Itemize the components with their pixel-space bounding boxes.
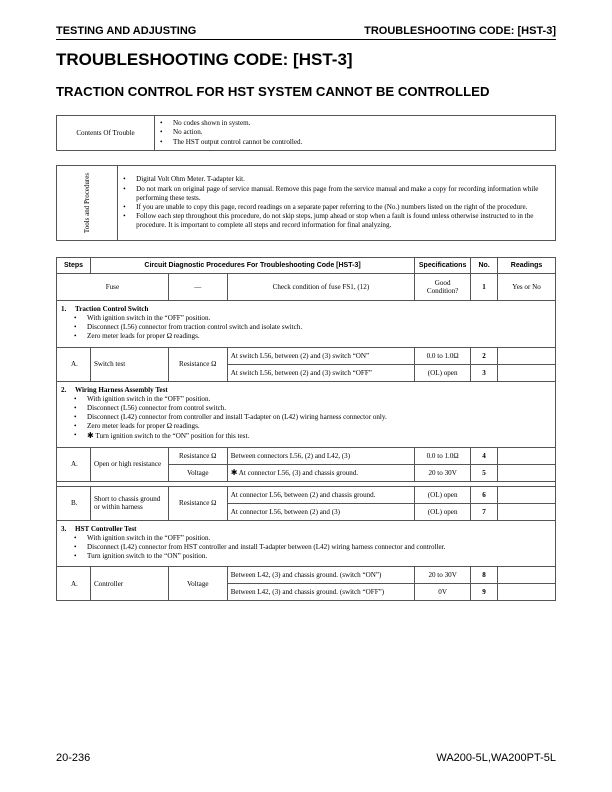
- list-item: [73, 431, 551, 441]
- tools-list: [122, 175, 551, 230]
- tools-label: Tools and Procedures: [83, 172, 92, 234]
- contents-of-trouble-box: [56, 115, 556, 151]
- model-name: WA200-5L,WA200PT-5L: [436, 752, 556, 764]
- table-row: [57, 567, 556, 584]
- test-type: Voltage: [168, 567, 227, 601]
- section-2-header: [57, 381, 556, 447]
- tools-and-procedures-box: [56, 165, 556, 241]
- list-item: • If you are unable to copy this page, record readings on a separate paper referring to the (No.) numbers listed on the right of the procedure.: [122, 203, 551, 212]
- col-header-no: No.: [471, 258, 498, 274]
- asterisk-icon: ✱: [230, 468, 238, 478]
- check-cell: At switch L56, between (2) and (3) switch “ON”: [227, 347, 414, 364]
- spec-cell: 0.0 to 1.0Ω: [415, 347, 471, 364]
- check-cell: [227, 464, 414, 481]
- tools-label-cell: [57, 166, 118, 241]
- section-1-header: [57, 301, 556, 348]
- fuse-check: Check condition of fuse FS1, (12): [227, 274, 414, 301]
- reading-cell: [498, 347, 556, 364]
- no-cell: 3: [471, 364, 498, 381]
- reading-cell: [498, 486, 556, 503]
- list-item: • The HST output control cannot be controlled.: [159, 138, 551, 147]
- section-number: 1.: [61, 305, 67, 313]
- section-title: HST Controller Test: [75, 524, 137, 533]
- list-item: • Disconnect (L42) connector from controller and install T-adapter on (L42) wiring harness connector only.: [73, 413, 551, 422]
- list-item: • Do not mark on original page of service manual. Remove this page from the service manual and make a copy for recording information while performing these tests.: [122, 185, 551, 203]
- section-title: Traction Control Switch: [75, 305, 149, 313]
- fuse-no: 1: [471, 274, 498, 301]
- no-cell: 7: [471, 503, 498, 520]
- list-item: • Turn ignition switch to the “ON” position.: [73, 552, 551, 561]
- fuse-type: —: [168, 274, 227, 301]
- list-item: • Disconnect (L56) connector from control switch.: [73, 404, 551, 413]
- section-1-title: [61, 304, 551, 314]
- test-type: Resistance Ω: [168, 347, 227, 381]
- col-header-readings: Readings: [498, 258, 556, 274]
- table-header-row: [57, 258, 556, 274]
- contents-list-cell: [155, 116, 556, 151]
- check-cell: Between L42, (3) and chassis ground. (switch “OFF”): [227, 584, 414, 601]
- test-name: Short to chassis ground or within harness: [90, 486, 168, 520]
- spec-cell: 20 to 30V: [415, 567, 471, 584]
- list-item: • Zero meter leads for proper Ω readings.: [73, 422, 551, 431]
- test-letter: A.: [57, 567, 91, 601]
- check-cell: At connector L56, between (2) and chassis ground.: [227, 486, 414, 503]
- contents-label: Contents Of Trouble: [57, 116, 155, 151]
- section-2-title: [61, 385, 551, 395]
- test-name: Switch test: [90, 347, 168, 381]
- list-item: • With ignition switch in the “OFF” position.: [73, 314, 551, 323]
- reading-cell: [498, 464, 556, 481]
- page-subtitle: TRACTION CONTROL FOR HST SYSTEM CANNOT BE CONTROLLED: [56, 84, 490, 99]
- spec-cell: (OL) open: [415, 364, 471, 381]
- spec-cell: 0.0 to 1.0Ω: [415, 447, 471, 464]
- test-letter: A.: [57, 347, 91, 381]
- list-item: • Zero meter leads for proper Ω readings.: [73, 332, 551, 341]
- section-1-list: [73, 314, 551, 342]
- spec-cell: 0V: [415, 584, 471, 601]
- reading-cell: [498, 364, 556, 381]
- check-cell: At connector L56, between (2) and (3): [227, 503, 414, 520]
- table-row: [57, 486, 556, 503]
- col-header-specifications: Specifications: [415, 258, 471, 274]
- check-cell: Between L42, (3) and chassis ground. (switch “ON”): [227, 567, 414, 584]
- test-letter: A.: [57, 447, 91, 481]
- list-item: • Digital Volt Ohm Meter. T-adapter kit.: [122, 175, 551, 184]
- no-cell: 8: [471, 567, 498, 584]
- page-title: TROUBLESHOOTING CODE: [HST-3]: [56, 50, 353, 69]
- contents-list: [159, 119, 551, 147]
- section-3-header: [57, 520, 556, 567]
- running-header: [56, 24, 556, 40]
- spec-cell: 20 to 30V: [415, 464, 471, 481]
- section-title: Wiring Harness Assembly Test: [75, 385, 168, 394]
- no-cell: 6: [471, 486, 498, 503]
- header-code: TROUBLESHOOTING CODE: [HST-3]: [364, 25, 556, 37]
- list-item: • No action.: [159, 128, 551, 137]
- header-section: TESTING AND ADJUSTING: [56, 25, 197, 37]
- section-2-list: [73, 395, 551, 442]
- reading-cell: [498, 503, 556, 520]
- fuse-step: Fuse: [57, 274, 169, 301]
- reading-cell: [498, 584, 556, 601]
- spec-cell: (OL) open: [415, 486, 471, 503]
- section-number: 3.: [61, 524, 67, 533]
- section-3-title: [61, 524, 551, 534]
- list-item: • With ignition switch in the “OFF” position.: [73, 534, 551, 543]
- col-header-procedures: Circuit Diagnostic Procedures For Troubleshooting Code [HST-3]: [90, 258, 414, 274]
- test-type: Voltage: [168, 464, 227, 481]
- no-cell: 4: [471, 447, 498, 464]
- list-item: • With ignition switch in the “OFF” position.: [73, 395, 551, 404]
- spec-cell: (OL) open: [415, 503, 471, 520]
- reading-cell: [498, 447, 556, 464]
- fuse-row: [57, 274, 556, 301]
- diagnostic-table: [56, 257, 556, 601]
- no-cell: 2: [471, 347, 498, 364]
- list-item: • Disconnect (L42) connector from HST controller and install T-adapter between (L42) wiring harness connector and controller.: [73, 543, 551, 552]
- tools-list-cell: [118, 166, 556, 241]
- fuse-spec: Good Condition?: [415, 274, 471, 301]
- check-cell: Between connectors L56, (2) and L42, (3): [227, 447, 414, 464]
- section-number: 2.: [61, 385, 67, 394]
- check-text: At connector L56, (3) and chassis ground.: [238, 469, 359, 478]
- no-cell: 5: [471, 464, 498, 481]
- test-type: Resistance Ω: [168, 486, 227, 520]
- table-row: [57, 347, 556, 364]
- table-row: [57, 447, 556, 464]
- test-letter: B.: [57, 486, 91, 520]
- section-3-list: [73, 534, 551, 562]
- test-name: Controller: [90, 567, 168, 601]
- no-cell: 9: [471, 584, 498, 601]
- asterisk-icon: ✱: [87, 431, 94, 441]
- page-number: 20-236: [56, 752, 91, 764]
- reading-cell: [498, 567, 556, 584]
- fuse-reading: Yes or No: [498, 274, 556, 301]
- star-item-text: Turn ignition switch to the “ON” position for this test.: [95, 432, 250, 441]
- col-header-steps: Steps: [57, 258, 91, 274]
- check-cell: At switch L56, between (2) and (3) switch “OFF”: [227, 364, 414, 381]
- list-item: • Follow each step throughout this procedure, do not skip steps, jump ahead or stop when a fault is found unless otherwise instructed to in the procedure. It is important to complete all steps and record information for final analyzing.: [122, 212, 551, 230]
- test-type: Resistance Ω: [168, 447, 227, 464]
- list-item: • No codes shown in system.: [159, 119, 551, 128]
- list-item: • Disconnect (L56) connector from traction control switch and isolate switch.: [73, 323, 551, 332]
- test-name: Open or high resistance: [90, 447, 168, 481]
